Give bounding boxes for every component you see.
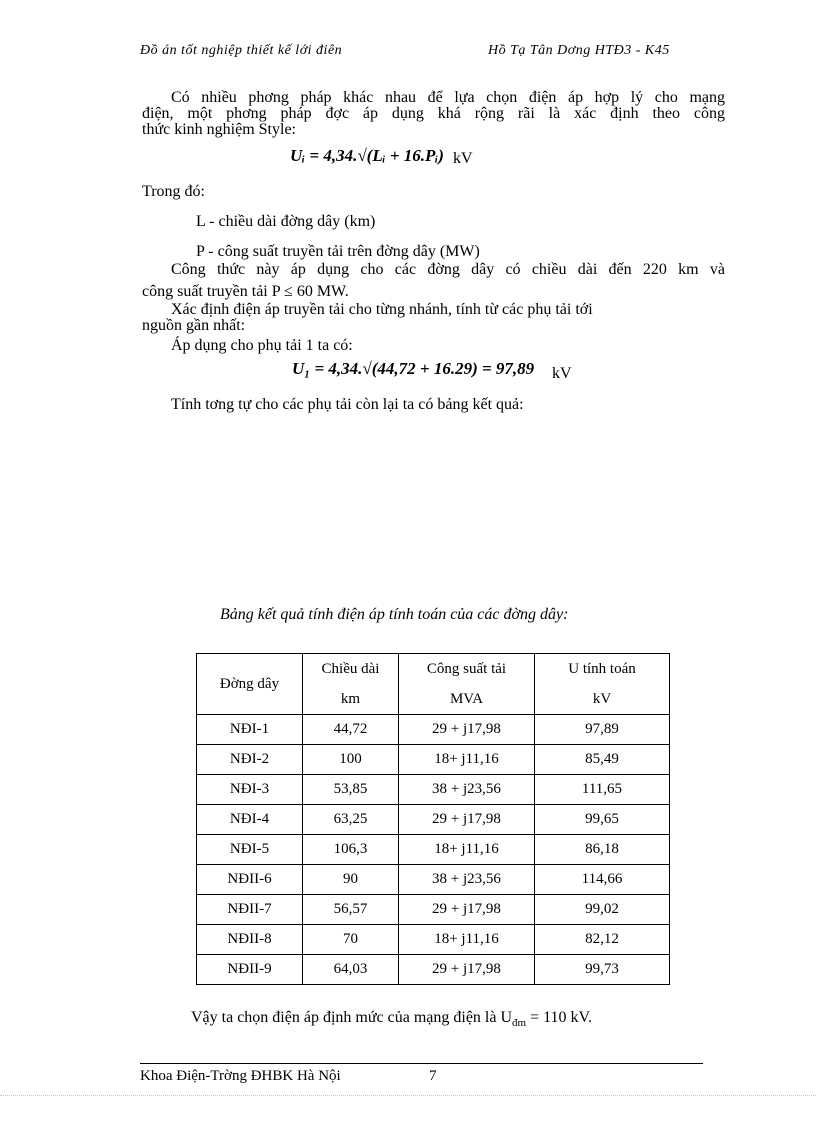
header-text: Đờng dây — [219, 675, 280, 692]
header-text: Chiều dài — [321, 661, 380, 677]
table-cell: NĐI-5 — [197, 835, 303, 865]
table-cell: 99,65 — [535, 805, 670, 835]
table-cell: NĐI-3 — [197, 775, 303, 805]
table-cell: 82,12 — [535, 925, 670, 955]
table-row — [197, 895, 670, 925]
table-cell: 29 + j17,98 — [399, 955, 535, 985]
table-cell: 29 + j17,98 — [399, 805, 535, 835]
table-cell: 86,18 — [535, 835, 670, 865]
formula-unit: kV — [552, 365, 572, 382]
table-cell: 38 + j23,56 — [399, 775, 535, 805]
table-cell: NĐI-1 — [197, 715, 303, 745]
formula-u1: U₁ = 4,34.√(44,72 + 16.29) = 97,89 — [292, 359, 535, 378]
table-cell: 63,25 — [303, 805, 399, 835]
table-cell: NĐI-4 — [197, 805, 303, 835]
paragraph-line: nguồn gần nhất: — [142, 317, 246, 334]
table-row — [197, 925, 670, 955]
table-row — [197, 955, 670, 985]
formula-unit: kV — [453, 150, 473, 167]
paragraph-line: điện, một phơng pháp đợc áp dụng khá rộng rãi là xác định theo công — [142, 105, 725, 122]
table-row — [197, 865, 670, 895]
header-chieu-dai — [303, 654, 399, 715]
header-unit: MVA — [449, 691, 484, 707]
table-cell: 53,85 — [303, 775, 399, 805]
paragraph-line: Xác định điện áp truyền tải cho từng nhánh, tính từ các phụ tải tới — [171, 301, 593, 318]
table-row — [197, 715, 670, 745]
paragraph-line: Áp dụng cho phụ tải 1 ta có: — [171, 337, 353, 354]
table-cell: 64,03 — [303, 955, 399, 985]
header-unit: kV — [592, 691, 612, 707]
footer-left: Khoa Điện-Trờng ĐHBK Hà Nội — [140, 1068, 341, 1084]
header-cong-suat — [399, 654, 535, 715]
table-row — [197, 775, 670, 805]
table-cell: 29 + j17,98 — [399, 715, 535, 745]
conclusion-subscript: đm — [512, 1017, 527, 1030]
table-cell: 29 + j17,98 — [399, 895, 535, 925]
table-cell: NĐI-2 — [197, 745, 303, 775]
table-row — [197, 745, 670, 775]
footer-rule — [140, 1063, 703, 1064]
running-header-right: Hồ Tạ Tân Dơng HTĐ3 - K45 — [488, 43, 670, 58]
definition-P: P - công suất truyền tải trên đờng dây (MW) — [196, 243, 480, 260]
header-duong-day — [197, 654, 303, 715]
table-cell: 18+ j11,16 — [399, 835, 535, 865]
formula-style: Uᵢ = 4,34.√(Lᵢ + 16.Pᵢ) — [290, 146, 444, 165]
table-row — [197, 805, 670, 835]
table-caption: Bảng kết quả tính điện áp tính toán của các đờng dây: — [220, 606, 569, 623]
conclusion-prefix: Vậy ta chọn điện áp định mức của mạng điện là U — [191, 1009, 513, 1026]
table-cell: NĐII-7 — [197, 895, 303, 925]
header-u-tinh-toan — [535, 654, 670, 715]
table-header-row — [197, 654, 670, 715]
table-cell: 38 + j23,56 — [399, 865, 535, 895]
conclusion-text — [191, 1010, 592, 1031]
paragraph-line: thức kinh nghiệm Style: — [142, 121, 296, 138]
table-cell: 111,65 — [535, 775, 670, 805]
table-body — [197, 715, 670, 985]
table-cell: 99,02 — [535, 895, 670, 925]
results-table — [196, 653, 670, 985]
conclusion-suffix: = 110 kV. — [526, 1009, 592, 1026]
table-cell: 44,72 — [303, 715, 399, 745]
page-number: 7 — [429, 1068, 437, 1084]
paragraph-line: Tính tơng tự cho các phụ tải còn lại ta có bảng kết quả: — [171, 396, 524, 413]
table-row — [197, 835, 670, 865]
paragraph-line: Có nhiều phơng pháp khác nhau để lựa chọn điện áp hợp lý cho mạng — [171, 89, 725, 106]
header-text: U tính toán — [568, 661, 636, 677]
table-cell: NĐII-9 — [197, 955, 303, 985]
table-cell: 56,57 — [303, 895, 399, 925]
table-cell: 85,49 — [535, 745, 670, 775]
header-unit: km — [340, 691, 361, 707]
table-cell: 100 — [303, 745, 399, 775]
table-cell: 70 — [303, 925, 399, 955]
paragraph-line: công suất truyền tải P ≤ 60 MW. — [142, 283, 349, 300]
paragraph-line: Công thức này áp dụng cho các đờng dây có chiều dài đến 220 km và — [171, 261, 725, 278]
table-cell: 99,73 — [535, 955, 670, 985]
table-cell: 114,66 — [535, 865, 670, 895]
table-cell: 90 — [303, 865, 399, 895]
table-cell: NĐII-8 — [197, 925, 303, 955]
table-cell: 97,89 — [535, 715, 670, 745]
page-edge-dotted-line — [0, 1095, 816, 1096]
label-trong-do: Trong đó: — [142, 183, 205, 200]
table-cell: 18+ j11,16 — [399, 925, 535, 955]
definition-L: L - chiều dài đờng dây (km) — [196, 213, 376, 230]
table-cell: 106,3 — [303, 835, 399, 865]
header-text: Công suất tải — [426, 661, 507, 677]
table-cell: 18+ j11,16 — [399, 745, 535, 775]
running-header-left: Đồ án tốt nghiệp thiết kế lới điên — [140, 43, 343, 58]
table-cell: NĐII-6 — [197, 865, 303, 895]
